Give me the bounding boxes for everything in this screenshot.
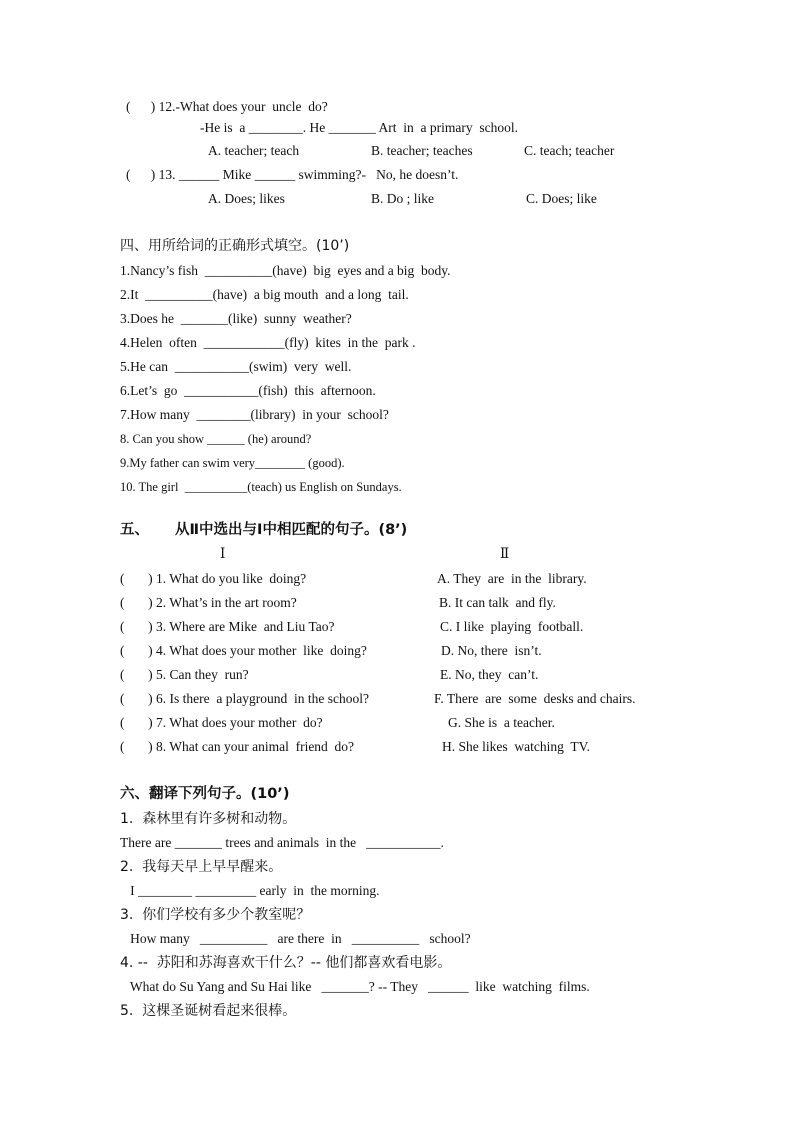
match-left-item: ( ) 5. Can they run? [120,667,249,682]
translation-prompt: 1. 森林里有许多树和动物。 [120,811,297,827]
section-4-item: 10. The girl __________(teach) us English on Sundays. [120,480,402,494]
section-5-number: 五、 [120,522,149,538]
translation-answer: What do Su Yang and Su Hai like _______? -- They ______ like watching films. [120,979,590,994]
match-left-item: ( ) 3. Where are Mike and Liu Tao? [120,619,335,634]
question-13-stem: ( ) 13. ______ Mike ______ swimming?- No, he doesn’t. [126,167,459,182]
match-right-item: G. She is a teacher. [448,715,555,730]
translation-prompt: 5. 这棵圣诞树看起来很棒。 [120,1003,297,1019]
question-12-answer-line: -He is a ________. He _______ Art in a primary school. [200,120,518,135]
match-left-item: ( ) 4. What does your mother like doing? [120,643,367,658]
section-4-item: 1.Nancy’s fish __________(have) big eyes and a big body. [120,263,451,278]
question-12-option-a: A. teacher; teach [208,143,300,158]
question-13-option-b: B. Do ; like [371,191,434,206]
match-left-item: ( ) 1. What do you like doing? [120,571,307,586]
column-2-heading: Ⅱ [500,546,510,561]
match-left-item: ( ) 7. What does your mother do? [120,715,323,730]
question-12-stem: ( ) 12.-What does your uncle do? [126,99,328,114]
section-5-title: 从Ⅱ中选出与Ⅰ中相匹配的句子。(8’) [175,522,408,538]
section-4-title: 四、用所给词的正确形式填空。(10’) [120,238,350,254]
question-13-option-c: C. Does; like [526,191,597,206]
translation-prompt: 4. -- 苏阳和苏海喜欢干什么？-- 他们都喜欢看电影。 [120,955,452,971]
translation-answer: I ________ _________ early in the morning. [120,883,380,898]
match-left-item: ( ) 6. Is there a playground in the school? [120,691,369,706]
section-4-item: 3.Does he _______(like) sunny weather? [120,311,352,326]
section-4-item: 5.He can ___________(swim) very well. [120,359,352,374]
question-12-option-b: B. teacher; teaches [371,143,473,158]
match-right-item: C. I like playing football. [440,619,584,634]
section-4-item: 6.Let’s go ___________(fish) this afternoon. [120,383,376,398]
section-6-title: 六、翻译下列句子。(10’) [120,786,290,802]
match-right-item: D. No, there isn’t. [441,643,542,658]
column-1-heading: Ⅰ [220,546,226,561]
translation-prompt: 2. 我每天早上早早醒来。 [120,859,283,875]
section-4-item: 9.My father can swim very________ (good). [120,456,345,470]
match-right-item: E. No, they can’t. [440,667,539,682]
match-right-item: H. She likes watching TV. [442,739,590,754]
match-left-item: ( ) 2. What’s in the art room? [120,595,297,610]
match-right-item: B. It can talk and fly. [439,595,556,610]
match-right-item: A. They are in the library. [437,571,587,586]
translation-answer: How many __________ are there in __________ school? [120,931,471,946]
match-left-item: ( ) 8. What can your animal friend do? [120,739,355,754]
section-4-item: 2.It __________(have) a big mouth and a long tail. [120,287,409,302]
section-4-item: 7.How many ________(library) in your school? [120,407,389,422]
match-right-item: F. There are some desks and chairs. [434,691,636,706]
question-13-option-a: A. Does; likes [208,191,285,206]
section-4-item: 4.Helen often ____________(fly) kites in the park . [120,335,416,350]
translation-answer: There are _______ trees and animals in the ___________. [120,835,444,850]
translation-prompt: 3. 你们学校有多少个教室呢？ [120,907,311,923]
question-12-option-c: C. teach; teacher [524,143,615,158]
section-4-item: 8. Can you show ______ (he) around? [120,432,312,446]
